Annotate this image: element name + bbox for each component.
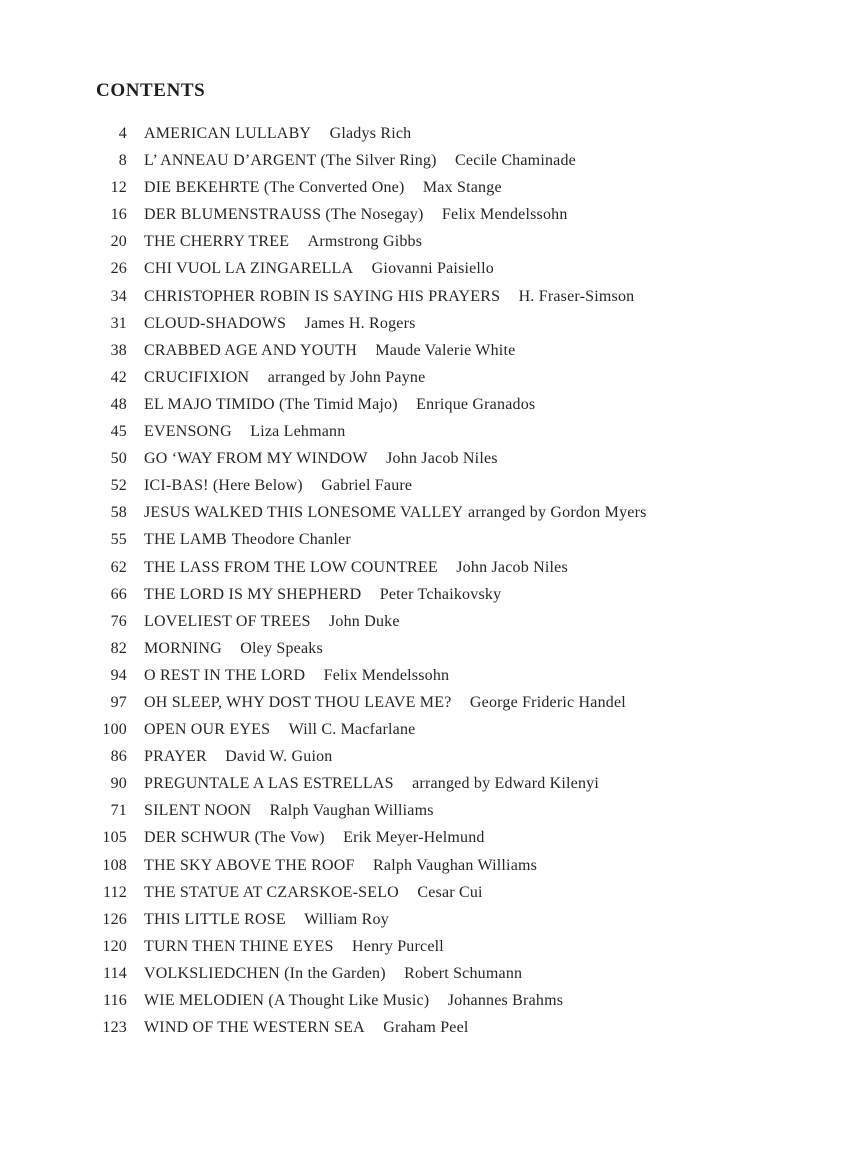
toc-page-number: 4 [118,125,127,142]
toc-composer: Cecile Chaminade [455,152,576,170]
toc-composer: William Roy [304,910,389,928]
toc-entry [96,770,796,797]
toc-page-number: 112 [102,883,127,901]
toc-entry [96,906,796,933]
toc-composer: Erik Meyer-Helmund [343,829,485,847]
toc-composer: Cesar Cui [417,883,483,901]
toc-composer: George Frideric Handel [469,693,626,711]
toc-page-number: 62 [110,558,127,576]
toc-page-number: 82 [110,639,127,657]
toc-page-number: 71 [110,802,127,820]
toc-entry [96,310,796,337]
toc-song-title: THE LASS FROM THE LOW COUNTREE [144,558,438,576]
toc-page-number: 105 [102,829,127,847]
toc-song-title: THE LAMB [144,531,227,549]
toc-entry [96,391,796,418]
toc-composer: Will C. Macfarlane [288,721,416,739]
toc-composer: Graham Peel [383,1019,469,1037]
toc-page-number: 86 [110,748,127,766]
toc-composer: John Jacob Niles [456,558,568,576]
toc-entry [96,960,796,987]
toc-page-number: 76 [110,612,127,630]
toc-page-number: 114 [102,964,127,982]
toc-song-title: DER BLUMENSTRAUSS (The Nosegay) [144,206,424,224]
toc-page-number: 8 [118,152,127,170]
toc-song-title: LOVELIEST OF TREES [144,612,311,630]
toc-composer: Oley Speaks [240,639,323,657]
toc-page-number: 66 [110,585,127,603]
toc-page-number: 16 [110,206,127,224]
toc-song-title: JESUS WALKED THIS LONESOME VALLEY [144,504,464,522]
toc-page-number: 120 [102,937,127,955]
toc-song-title: THIS LITTLE ROSE [144,910,286,928]
toc-song-title: WIE MELODIEN (A Thought Like Music) [144,992,430,1009]
toc-entry [96,743,796,770]
page-title: CONTENTS [96,80,206,101]
toc-entry [96,418,796,445]
toc-entry [96,879,796,906]
toc-entry [96,662,796,689]
toc-song-title: CRUCIFIXION [144,368,250,386]
toc-composer: Maude Valerie White [375,341,516,359]
toc-song-title: GO ‘WAY FROM MY WINDOW [144,450,368,468]
toc-page-number: 90 [110,775,127,793]
toc-composer: Ralph Vaughan Williams [269,802,434,820]
toc-entry [96,797,796,824]
toc-entry [96,147,796,174]
toc-entry [96,526,796,553]
toc-song-title: EVENSONG [144,423,232,441]
toc-composer: arranged by Gordon Myers [468,504,647,522]
toc-composer: John Duke [328,612,400,630]
toc-page-number: 45 [110,423,127,441]
toc-page-number: 126 [102,910,127,928]
toc-list [96,120,796,1041]
toc-entry [96,933,796,960]
toc-page-number: 20 [110,233,127,251]
toc-composer: Henry Purcell [352,937,444,955]
toc-composer: John Jacob Niles [386,450,498,468]
toc-composer: Felix Mendelssohn [323,666,450,684]
toc-composer: Felix Mendelssohn [441,206,568,224]
toc-page-number: 55 [110,531,127,549]
toc-page-number: 116 [102,992,127,1009]
toc-song-title: TURN THEN THINE EYES [144,937,334,955]
toc-song-title: AMERICAN LULLABY [144,125,312,142]
toc-entry [96,472,796,499]
toc-page-number: 12 [110,179,127,197]
toc-entry [96,554,796,581]
toc-page-number: 58 [110,504,127,522]
toc-song-title: MORNING [144,639,222,657]
toc-composer: Max Stange [422,179,502,197]
toc-entry [96,283,796,310]
toc-composer: Peter Tchaikovsky [379,585,502,603]
toc-composer: arranged by Edward Kilenyi [412,775,600,793]
toc-composer: Ralph Vaughan Williams [373,856,538,874]
toc-entry [96,499,796,526]
toc-page-number: 108 [102,856,127,874]
toc-composer: Gladys Rich [329,125,412,142]
toc-song-title: L’ ANNEAU D’ARGENT (The Silver Ring) [144,152,437,170]
toc-song-title: DER SCHWUR (The Vow) [144,829,325,847]
toc-page-number: 123 [102,1019,127,1037]
toc-song-title: ICI-BAS! (Here Below) [144,477,303,495]
toc-entry [96,608,796,635]
toc-song-title: CRABBED AGE AND YOUTH [144,341,357,359]
toc-composer: Gabriel Faure [321,477,413,495]
toc-composer: H. Fraser-Simson [518,287,635,305]
toc-song-title: O REST IN THE LORD [144,666,306,684]
toc-composer: James H. Rogers [304,314,416,332]
toc-song-title: THE STATUE AT CZARSKOE-SELO [144,883,399,901]
toc-entry [96,364,796,391]
toc-composer: Armstrong Gibbs [307,233,423,251]
toc-entry [96,987,796,1014]
toc-entry [96,852,796,879]
toc-entry [96,174,796,201]
toc-page-number: 97 [110,693,127,711]
toc-song-title: DIE BEKEHRTE (The Converted One) [144,179,405,197]
toc-entry [96,337,796,364]
toc-song-title: THE SKY ABOVE THE ROOF [144,856,355,874]
toc-song-title: THE CHERRY TREE [144,233,290,251]
toc-composer: David W. Guion [225,748,333,766]
toc-composer: Theodore Chanler [231,531,351,549]
toc-song-title: PREGUNTALE A LAS ESTRELLAS [144,775,394,793]
toc-song-title: WIND OF THE WESTERN SEA [144,1019,365,1037]
toc-song-title: VOLKSLIEDCHEN (In the Garden) [144,964,386,982]
toc-song-title: PRAYER [144,748,207,766]
toc-song-title: CHI VUOL LA ZINGARELLA [144,260,354,278]
toc-song-title: EL MAJO TIMIDO (The Timid Majo) [144,395,398,413]
toc-composer: Robert Schumann [404,964,523,982]
toc-page-number: 50 [110,450,127,468]
toc-composer: Enrique Granados [416,395,536,413]
toc-page-number: 34 [110,287,127,305]
toc-song-title: CLOUD-SHADOWS [144,314,287,332]
toc-entry [96,581,796,608]
toc-song-title: THE LORD IS MY SHEPHERD [144,585,362,603]
toc-entry [96,255,796,282]
toc-entry [96,824,796,851]
toc-entry [96,689,796,716]
toc-entry [96,716,796,743]
toc-entry [96,635,796,662]
toc-page-number: 26 [110,260,127,278]
toc-entry [96,120,796,147]
toc-page-number: 38 [110,341,127,359]
toc-song-title: CHRISTOPHER ROBIN IS SAYING HIS PRAYERS [144,287,501,305]
toc-composer: Johannes Brahms [447,992,564,1009]
toc-entry [96,1014,796,1041]
toc-composer: Giovanni Paisiello [371,260,494,278]
toc-page-number: 52 [110,477,127,495]
toc-composer: Liza Lehmann [250,423,346,441]
toc-entry [96,445,796,472]
toc-page-number: 42 [110,368,127,386]
toc-page-number: 100 [102,721,127,739]
toc-song-title: OH SLEEP, WHY DOST THOU LEAVE ME? [144,693,452,711]
toc-page-number: 94 [110,666,127,684]
toc-page-number: 48 [110,395,127,413]
toc-song-title: SILENT NOON [144,802,252,820]
toc-entry [96,201,796,228]
toc-entry [96,228,796,255]
toc-composer: arranged by John Payne [267,368,426,386]
toc-page-number: 31 [110,314,127,332]
toc-song-title: OPEN OUR EYES [144,721,271,739]
